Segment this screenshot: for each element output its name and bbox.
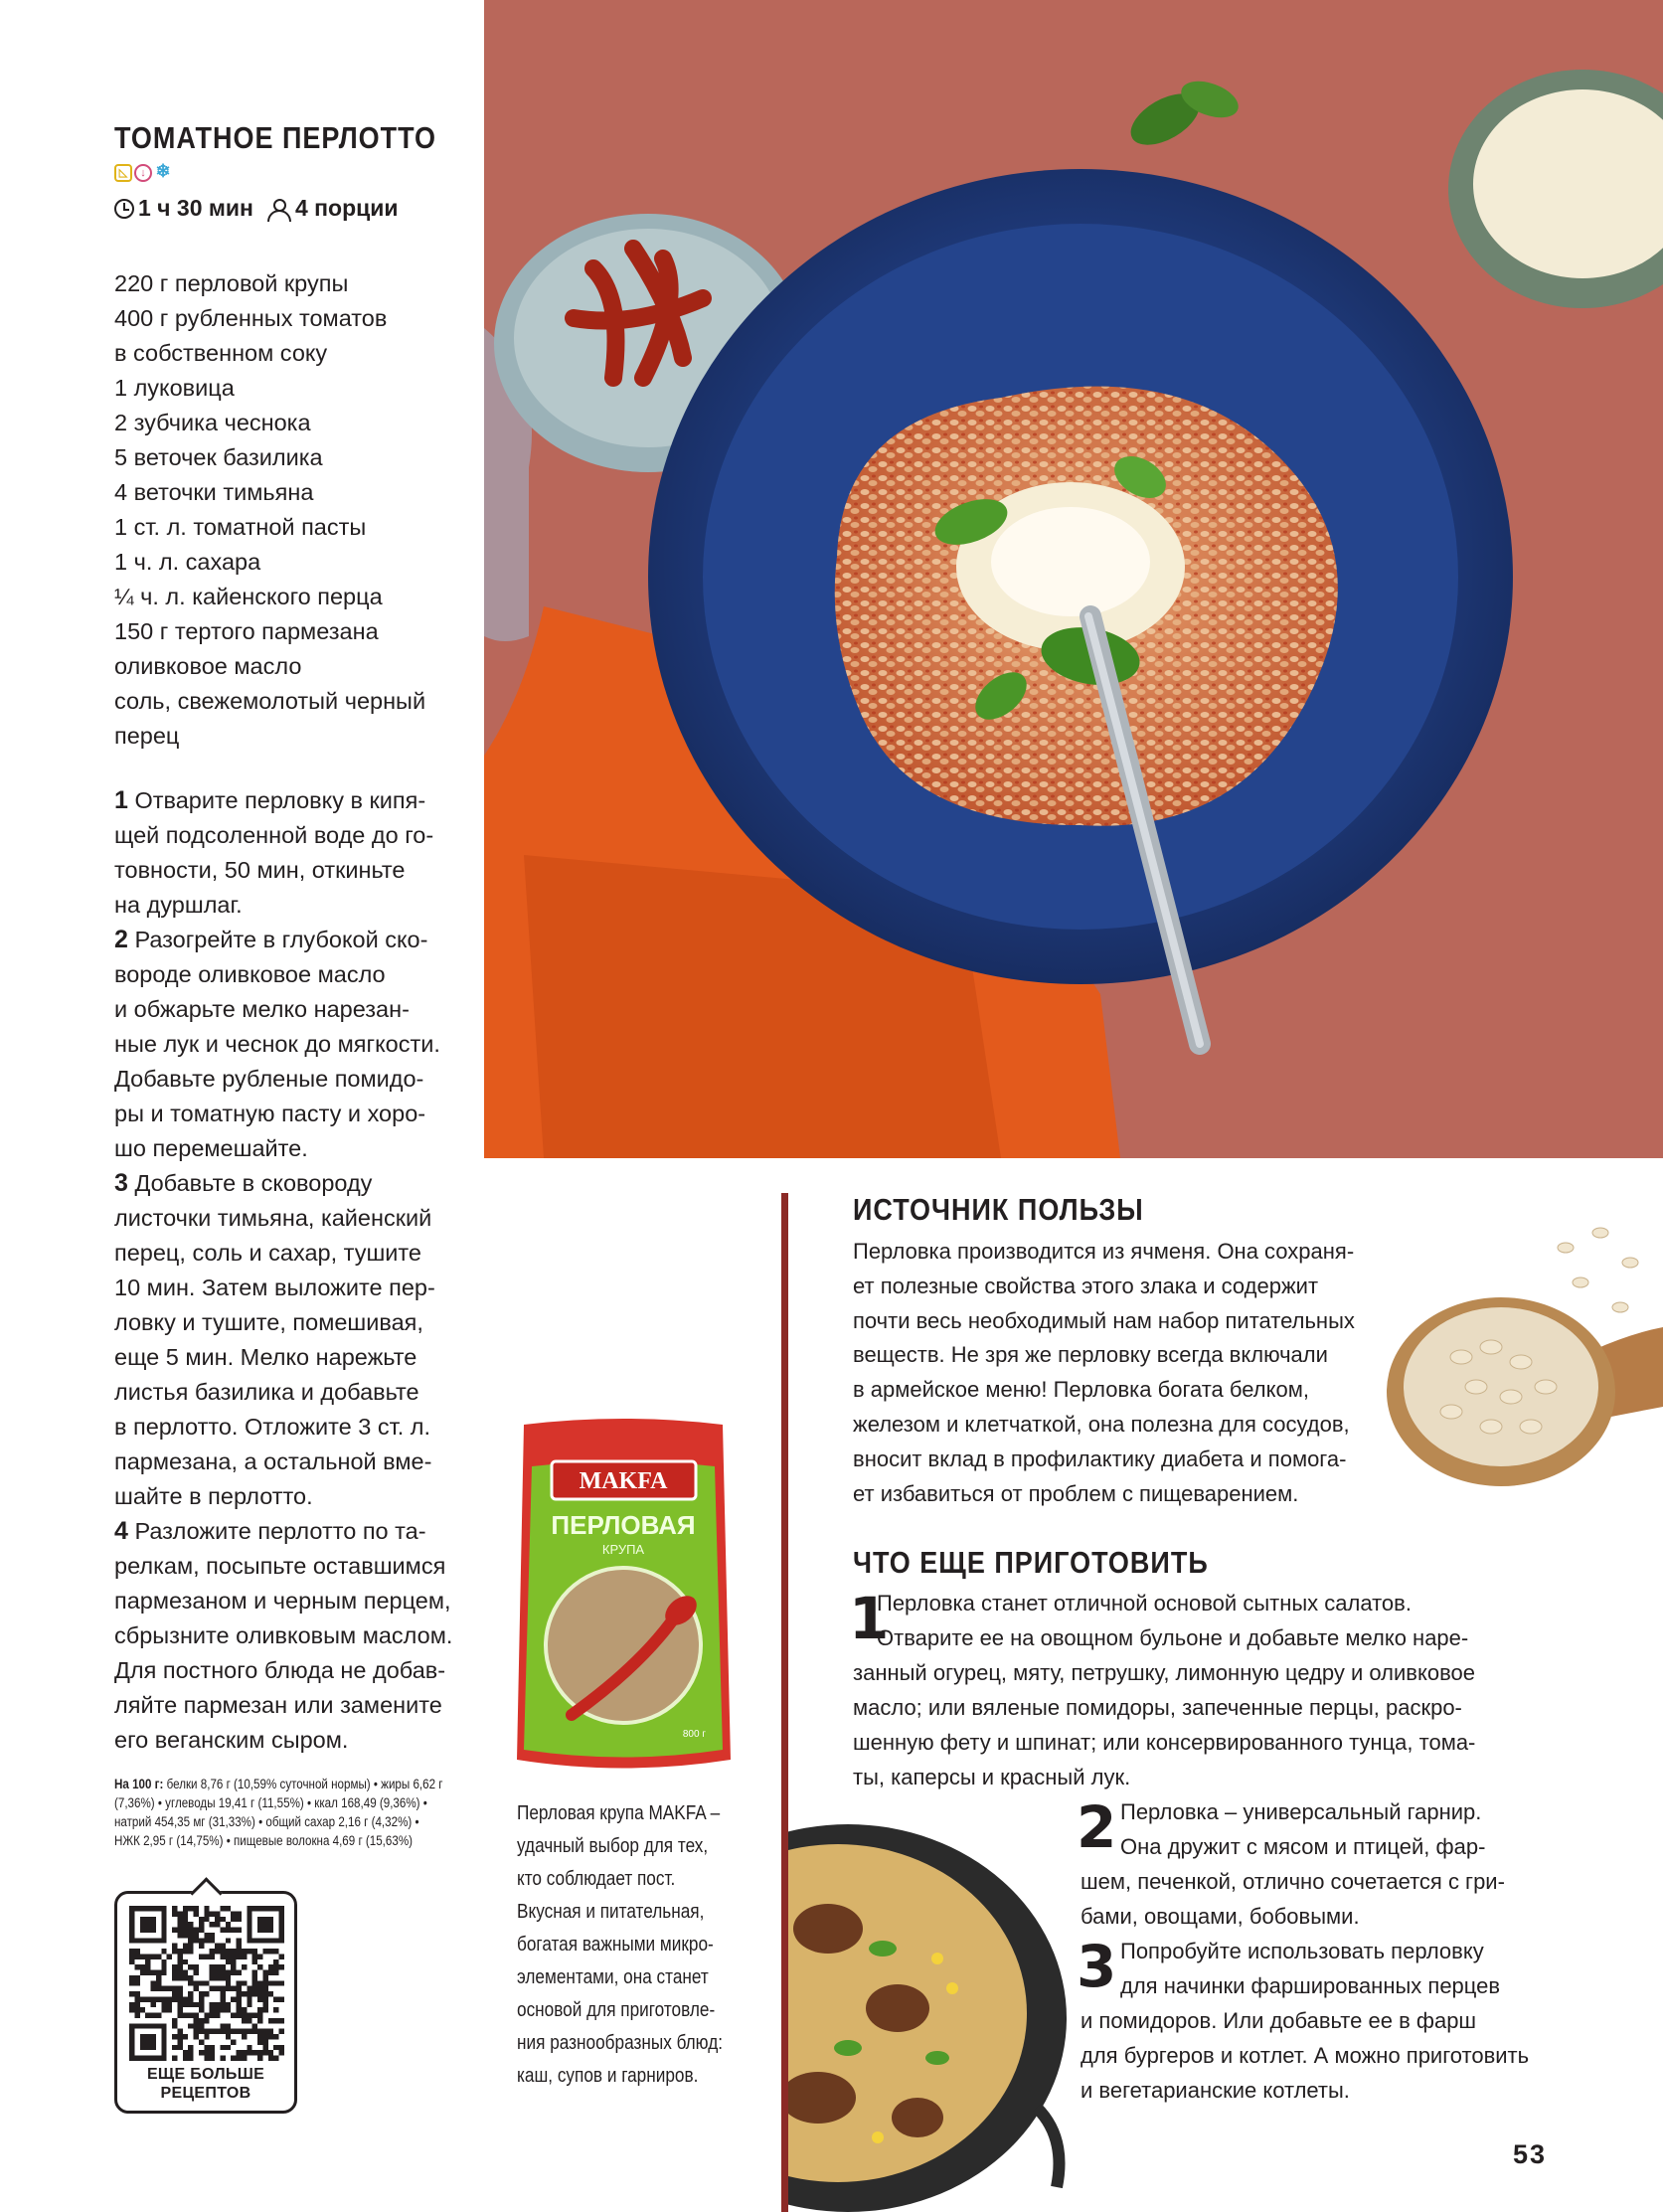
ingredient: ¼ ч. л. кайенского перца [114,584,383,609]
step-text: листья базилика и добавьте [114,1379,419,1405]
step-text: Разогрейте в глубокой ско- [134,927,428,952]
ingredient-list [114,266,452,754]
benefit-text [853,1235,1410,1511]
nutrition-line: (7,36%) • углеводы 19,41 г (11,55%) • ккал 168,49 (9,36%) • [114,1795,427,1810]
suggestion-line: и вегетарианские котлеты. [1081,2078,1350,2103]
benefit-line: в армейское меню! Перловка богата белком, [853,1377,1309,1403]
makfa-product-sub: КРУПА [601,1542,645,1557]
qr-code[interactable] [129,1906,284,2061]
suggestion-1 [849,1585,1549,1794]
step-text: вороде оливковое масло [114,961,386,987]
suggestion-line: шенную фету и шпинат; или консервированного тунца, тома- [853,1730,1476,1755]
makfa-caption-line: удачный выбор для тех, [517,1835,709,1857]
recipe-steps [114,783,452,1758]
step-number: 1 [114,786,128,814]
ingredient: 4 веточки тимьяна [114,479,314,505]
ingredient: в собственном соку [114,340,328,366]
makfa-caption-line: каш, супов и гарниров. [517,2065,699,2087]
benefit-line: вносит вклад в профилактику диабета и помога- [853,1446,1347,1471]
step-text: перец, соль и сахар, тушите [114,1240,421,1266]
suggestion-line: для начинки фаршированных перцев [1120,1973,1501,1998]
step-number: 3 [114,1169,128,1197]
step-text: шо перемешайте. [114,1135,308,1161]
nutrition-line: НЖК 2,95 г (14,75%) • пищевые волокна 4,69 г (15,63%) [114,1833,414,1848]
time-servings [114,195,399,222]
step-text: его веганским сыром. [114,1727,349,1753]
recipe-title: ТОМАТНОЕ ПЕРЛОТТО [114,121,436,155]
step-text: ляйте пармезан или замените [114,1692,442,1718]
ingredient: 1 ч. л. сахара [114,549,261,575]
servings-icon [265,199,291,219]
step-text: релкам, посыпьте оставшимся [114,1553,446,1579]
suggestion-line: и помидоров. Или добавьте ее в фарш [1081,2008,1477,2033]
step-text: ры и томатную пасту и хоро- [114,1101,426,1126]
step-text: пармезаном и черным перцем, [114,1588,451,1614]
cook-time: 1 ч 30 мин [138,195,253,221]
ingredient: 150 г тертого пармезана [114,618,379,644]
makfa-caption-line: элементами, она станет [517,1966,709,1988]
diet-tags [114,161,172,186]
benefit-line: Перловка производится из ячменя. Она сохраня- [853,1239,1355,1264]
suggestions-2-3 [1077,1793,1548,2108]
makfa-package-image [512,1417,736,1773]
suggestion-line: Попробуйте использовать перловку [1120,1939,1484,1963]
makfa-brand: MAKFA [579,1468,668,1494]
suggestion-line: масло; или вяленые помидоры, запеченные перцы, раскро- [853,1695,1462,1720]
makfa-caption-line: кто соблюдает пост. [517,1868,676,1890]
step-text: Добавьте рубленые помидо- [114,1066,424,1092]
makfa-caption-line: Вкусная и питательная, [517,1901,705,1923]
benefit-line: ет полезные свойства этого злака и содержит [853,1273,1319,1298]
barley-grains-photo [1382,1188,1663,1496]
suggestion-line: бами, овощами, бобовыми. [1081,1904,1360,1929]
step-text: Для постного блюда не добав- [114,1657,446,1683]
ingredient: соль, свежемолотый черный [114,688,426,714]
nutrition-label: На 100 г: [114,1777,164,1791]
suggestion-line: Перловка станет отличной основой сытных салатов. [877,1591,1412,1616]
step-text: Отварите перловку в кипя- [134,787,426,813]
makfa-caption-line: ния разнообразных блюд: [517,2032,724,2054]
makfa-caption-line: Перловая крупа MAKFA – [517,1802,721,1824]
step-4 [114,1514,452,1758]
dairy-free-icon: ◺ [114,164,132,182]
makfa-caption-line: богатая важными микро- [517,1934,714,1956]
qr-caption [117,2065,294,2103]
page-number: 53 [1513,2139,1548,2169]
qr-caption-line: ЕЩЕ БОЛЬШЕ [146,2066,265,2083]
step-text: Добавьте в сковороду [134,1170,373,1196]
suggestion-number: 2 [1077,1793,1117,1861]
qr-card[interactable] [114,1891,297,2114]
suggestion-line: шем, печенкой, отлично сочетается с гри- [1081,1869,1505,1894]
nutrition-line: натрий 454,35 мг (31,33%) • общий сахар 2,16 г (4,32%) • [114,1814,419,1829]
freezer-icon: ❄ [155,161,171,181]
servings: 4 порции [294,195,399,221]
makfa-caption-line: основой для приготовле- [517,1999,716,2021]
main-dish-photo [484,0,1663,1158]
step-text: сбрызните оливковым маслом. [114,1622,453,1648]
step-text: листочки тимьяна, кайенский [114,1205,432,1231]
nutrition-line: белки 8,76 г (10,59% суточной нормы) • жиры 6,62 г [166,1777,443,1791]
makfa-weight: 800 г [682,1729,706,1740]
suggestion-2 [1077,1793,1548,1934]
step-2 [114,923,452,1166]
step-text: 10 мин. Затем выложите пер- [114,1275,435,1300]
suggestion-line: Перловка – универсальный гарнир. [1120,1799,1482,1824]
benefit-line: почти весь необходимый нам набор питательных [853,1307,1355,1333]
suggestion-3 [1077,1933,1548,2108]
clock-icon [114,199,134,219]
step-text: ные лук и чеснок до мягкости. [114,1031,440,1057]
ingredient: 220 г перловой крупы [114,270,349,296]
step-3 [114,1166,452,1514]
step-text: в перлотто. Отложите 3 ст. л. [114,1414,431,1440]
benefit-line: ет избавиться от проблем с пищеварением. [853,1480,1299,1506]
step-number: 4 [114,1517,128,1545]
suggestion-line: Она дружит с мясом и птицей, фар- [1120,1834,1486,1859]
suggestion-line: Отварите ее на овощном бульоне и добавьте мелко наре- [877,1625,1469,1650]
step-text: товности, 50 мин, откиньте [114,857,406,883]
qr-caption-line: РЕЦЕПТОВ [160,2085,251,2102]
benefit-line: железом и клетчаткой, она полезна для сосудов, [853,1411,1350,1437]
suggestion-line: для бургеров и котлет. А можно приготовить [1081,2043,1530,2068]
nutrition-facts [114,1775,443,1850]
more-heading: ЧТО ЕЩЕ ПРИГОТОВИТЬ [853,1546,1209,1580]
suggestion-number: 3 [1077,1933,1117,2000]
ingredient: 5 веточек базилика [114,444,323,470]
makfa-caption [517,1797,736,2093]
makfa-product: ПЕРЛОВАЯ [551,1510,696,1540]
paella-pan-photo [788,1809,1072,2212]
suggestion-line: занный огурец, мяту, петрушку, лимонную цедру и оливковое [853,1660,1475,1685]
ingredient: оливковое масло [114,653,302,679]
step-text: еще 5 мин. Мелко нарежьте [114,1344,417,1370]
suggestion-number: 1 [849,1585,890,1652]
vegetarian-icon: ↓ [134,164,152,182]
benefit-line: веществ. Не зря же перловку всегда включали [853,1342,1328,1368]
step-number: 2 [114,926,128,953]
step-1 [114,783,452,923]
step-text: щей подсоленной воде до го- [114,822,434,848]
ingredient: 1 луковица [114,375,235,401]
column-divider [781,1193,788,2212]
step-text: ловку и тушите, помешивая, [114,1309,423,1335]
ingredient: 400 г рубленных томатов [114,305,388,331]
ingredient: перец [114,723,180,749]
step-text: и обжарьте мелко нарезан- [114,996,410,1022]
ingredient: 2 зубчика чеснока [114,410,311,435]
benefit-heading: ИСТОЧНИК ПОЛЬЗЫ [853,1193,1144,1227]
step-text: на дуршлаг. [114,892,243,918]
suggestion-line: ты, каперсы и красный лук. [853,1765,1131,1789]
ingredient: 1 ст. л. томатной пасты [114,514,367,540]
step-text: Разложите перлотто по та- [134,1518,426,1544]
step-text: пармезана, а остальной вме- [114,1448,432,1474]
step-text: шайте в перлотто. [114,1483,313,1509]
